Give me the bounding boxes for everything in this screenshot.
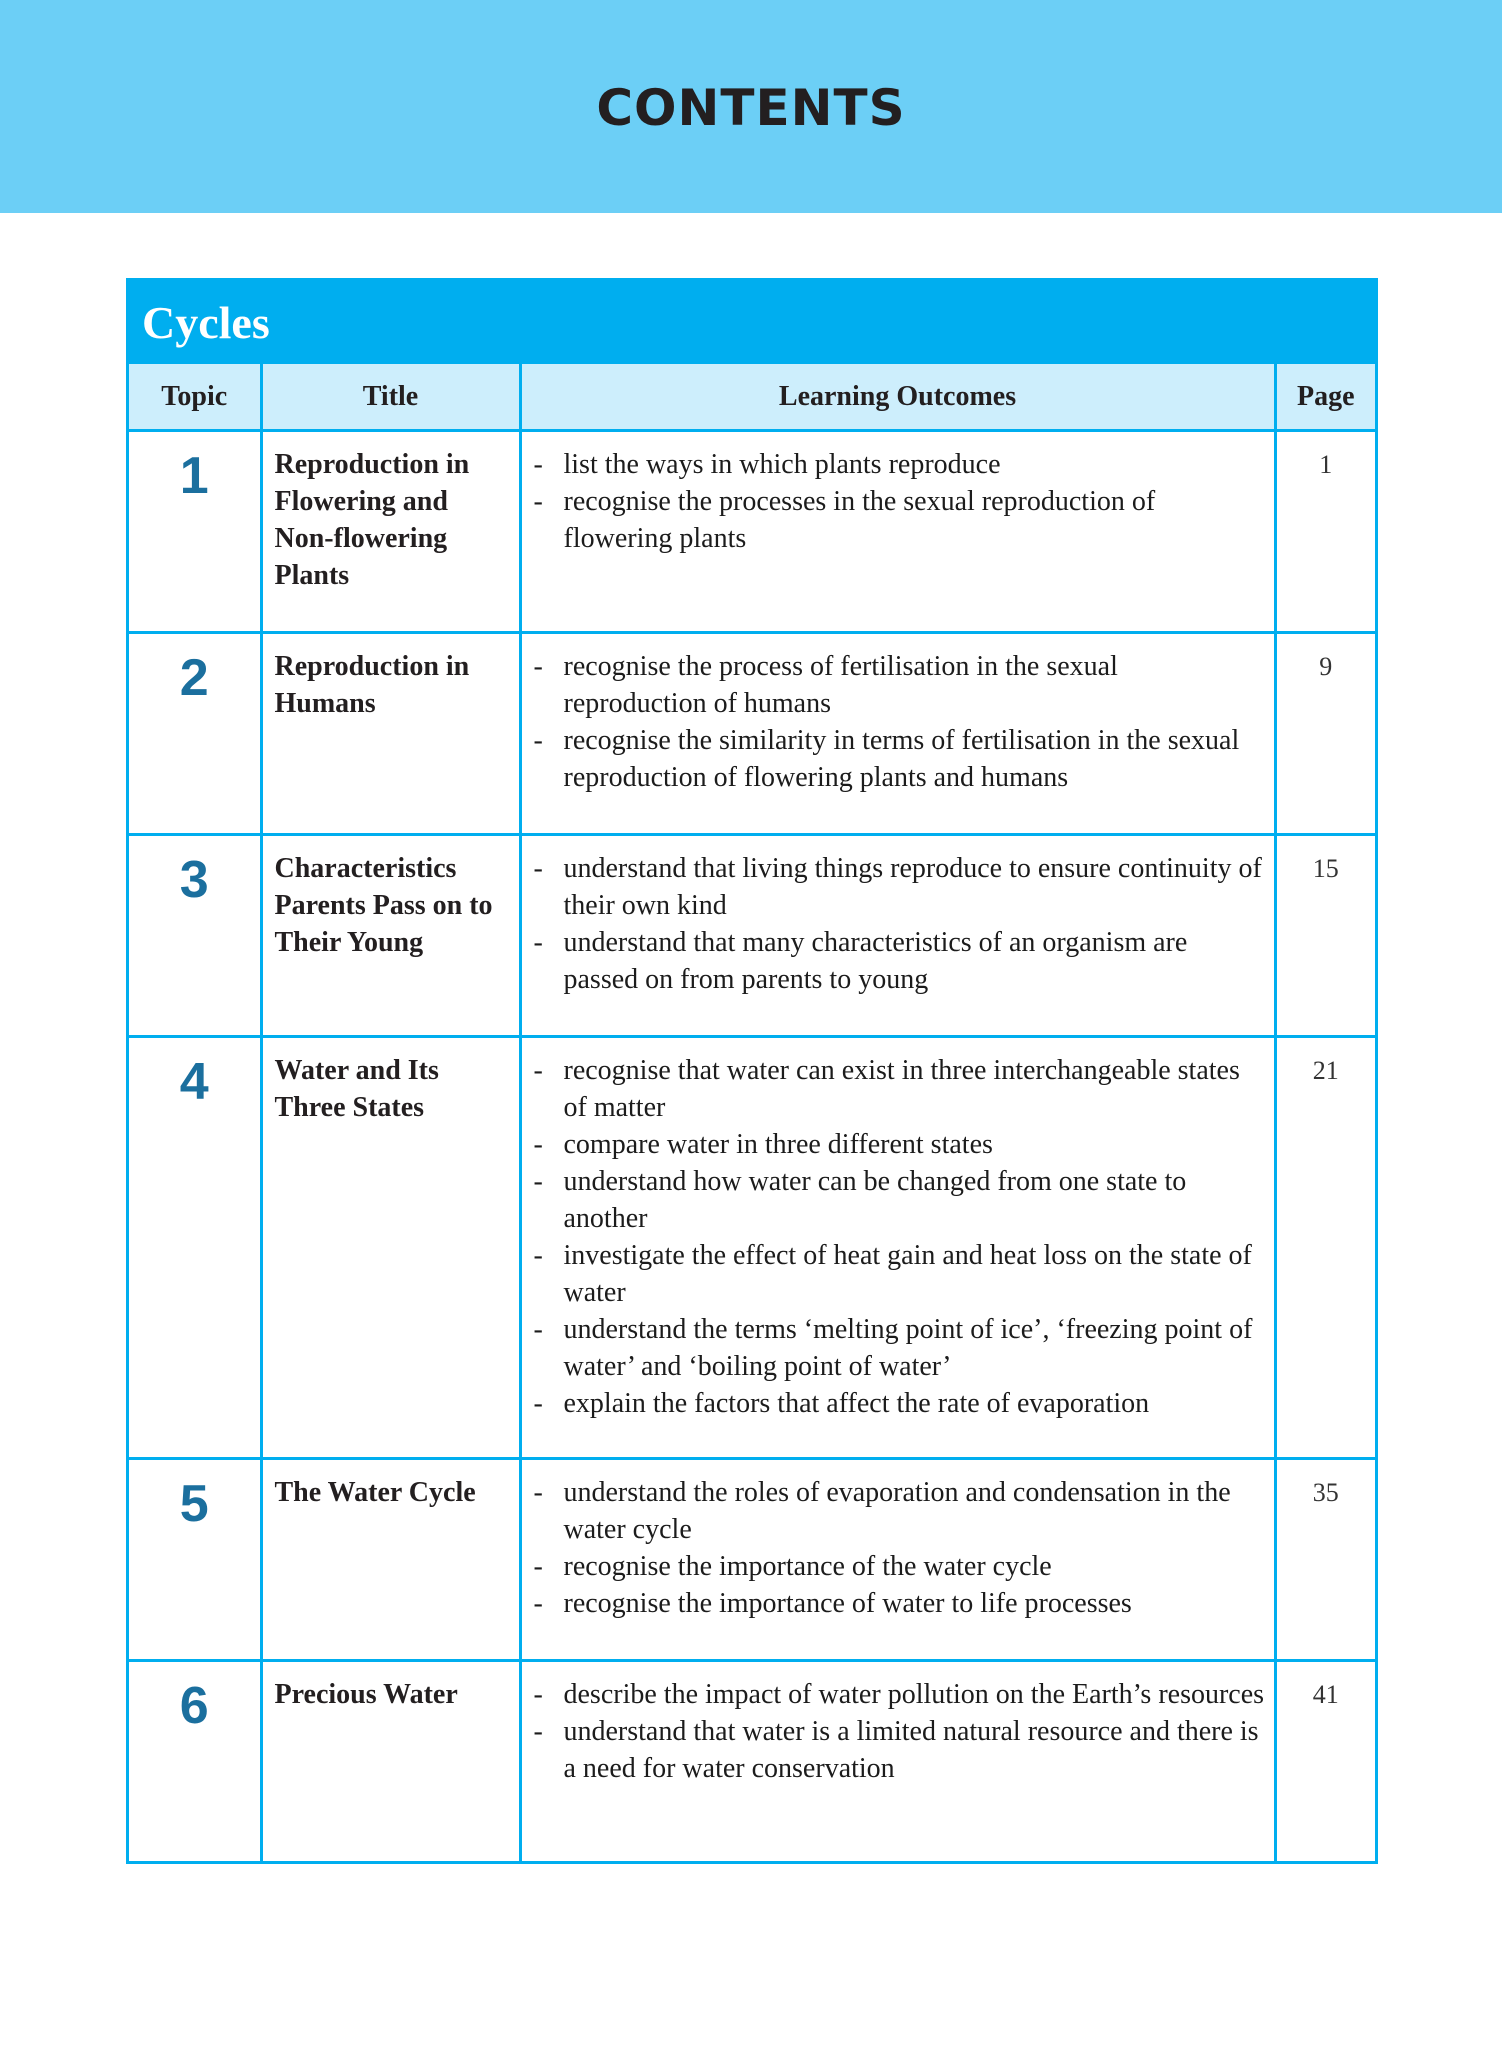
table-row (129, 1037, 1375, 1459)
topic-title: Reproduction in Flowering and Non-flowering Plants (261, 431, 520, 633)
outcome-item: - recognise the process of fertilisation in the sexual reproduction of humans (532, 648, 1266, 722)
outcome-item: - recognise that water can exist in three interchangeable states of matter (532, 1052, 1266, 1126)
outcome-item: - recognise the processes in the sexual reproduction of flowering plants (532, 483, 1266, 557)
learning-outcomes (520, 835, 1275, 1037)
outcome-item: - recognise the importance of water to life processes (532, 1585, 1266, 1622)
page-number: 15 (1275, 835, 1375, 1037)
learning-outcomes (520, 1661, 1275, 1862)
section-title: Cycles (142, 297, 270, 348)
section-header (129, 281, 1375, 364)
topic-number: 3 (129, 835, 261, 1037)
topic-number: 6 (129, 1661, 261, 1862)
topic-number: 4 (129, 1037, 261, 1459)
contents-table (129, 364, 1375, 1861)
topic-number: 5 (129, 1459, 261, 1661)
outcome-item: - understand the terms ‘melting point of ice’, ‘freezing point of water’ and ‘boiling point of water’ (532, 1311, 1266, 1385)
page-number: 9 (1275, 633, 1375, 835)
table-row (129, 431, 1375, 633)
contents-table-panel (126, 278, 1378, 1864)
outcome-item: - list the ways in which plants reproduce (532, 446, 1266, 483)
header-row (129, 364, 1375, 431)
column-header-title: Title (261, 364, 520, 431)
topic-title: Characteristics Parents Pass on to Their Young (261, 835, 520, 1037)
topic-title: Precious Water (261, 1661, 520, 1862)
learning-outcomes (520, 633, 1275, 835)
outcome-item: - understand how water can be changed from one state to another (532, 1163, 1266, 1237)
learning-outcomes (520, 431, 1275, 633)
outcome-item: - compare water in three different states (532, 1126, 1266, 1163)
column-header-topic: Topic (129, 364, 261, 431)
topic-title: Water and Its Three States (261, 1037, 520, 1459)
outcome-item: - understand that many characteristics of an organism are passed on from parents to young (532, 924, 1266, 998)
outcome-item: - investigate the effect of heat gain and heat loss on the state of water (532, 1237, 1266, 1311)
topic-title: The Water Cycle (261, 1459, 520, 1661)
page-number: 41 (1275, 1661, 1375, 1862)
outcome-item: - understand that water is a limited natural resource and there is a need for water conservation (532, 1713, 1266, 1787)
column-header-outcomes: Learning Outcomes (520, 364, 1275, 431)
topic-title: Reproduction in Humans (261, 633, 520, 835)
topic-number: 1 (129, 431, 261, 633)
page-title: CONTENTS (596, 78, 906, 137)
outcome-item: - explain the factors that affect the rate of evaporation (532, 1385, 1266, 1422)
outcome-item: - recognise the similarity in terms of fertilisation in the sexual reproduction of flowering plants and humans (532, 722, 1266, 796)
outcome-item: - describe the impact of water pollution on the Earth’s resources (532, 1676, 1266, 1713)
page-number: 1 (1275, 431, 1375, 633)
learning-outcomes (520, 1459, 1275, 1661)
column-header-page: Page (1275, 364, 1375, 431)
page-number: 35 (1275, 1459, 1375, 1661)
table-row (129, 1661, 1375, 1862)
outcome-item: - understand that living things reproduce to ensure continuity of their own kind (532, 850, 1266, 924)
table-row (129, 633, 1375, 835)
table-row (129, 835, 1375, 1037)
learning-outcomes (520, 1037, 1275, 1459)
outcome-item: - recognise the importance of the water cycle (532, 1548, 1266, 1585)
contents-banner (0, 0, 1502, 213)
outcome-item: - understand the roles of evaporation and condensation in the water cycle (532, 1474, 1266, 1548)
topic-number: 2 (129, 633, 261, 835)
table-row (129, 1459, 1375, 1661)
page-number: 21 (1275, 1037, 1375, 1459)
